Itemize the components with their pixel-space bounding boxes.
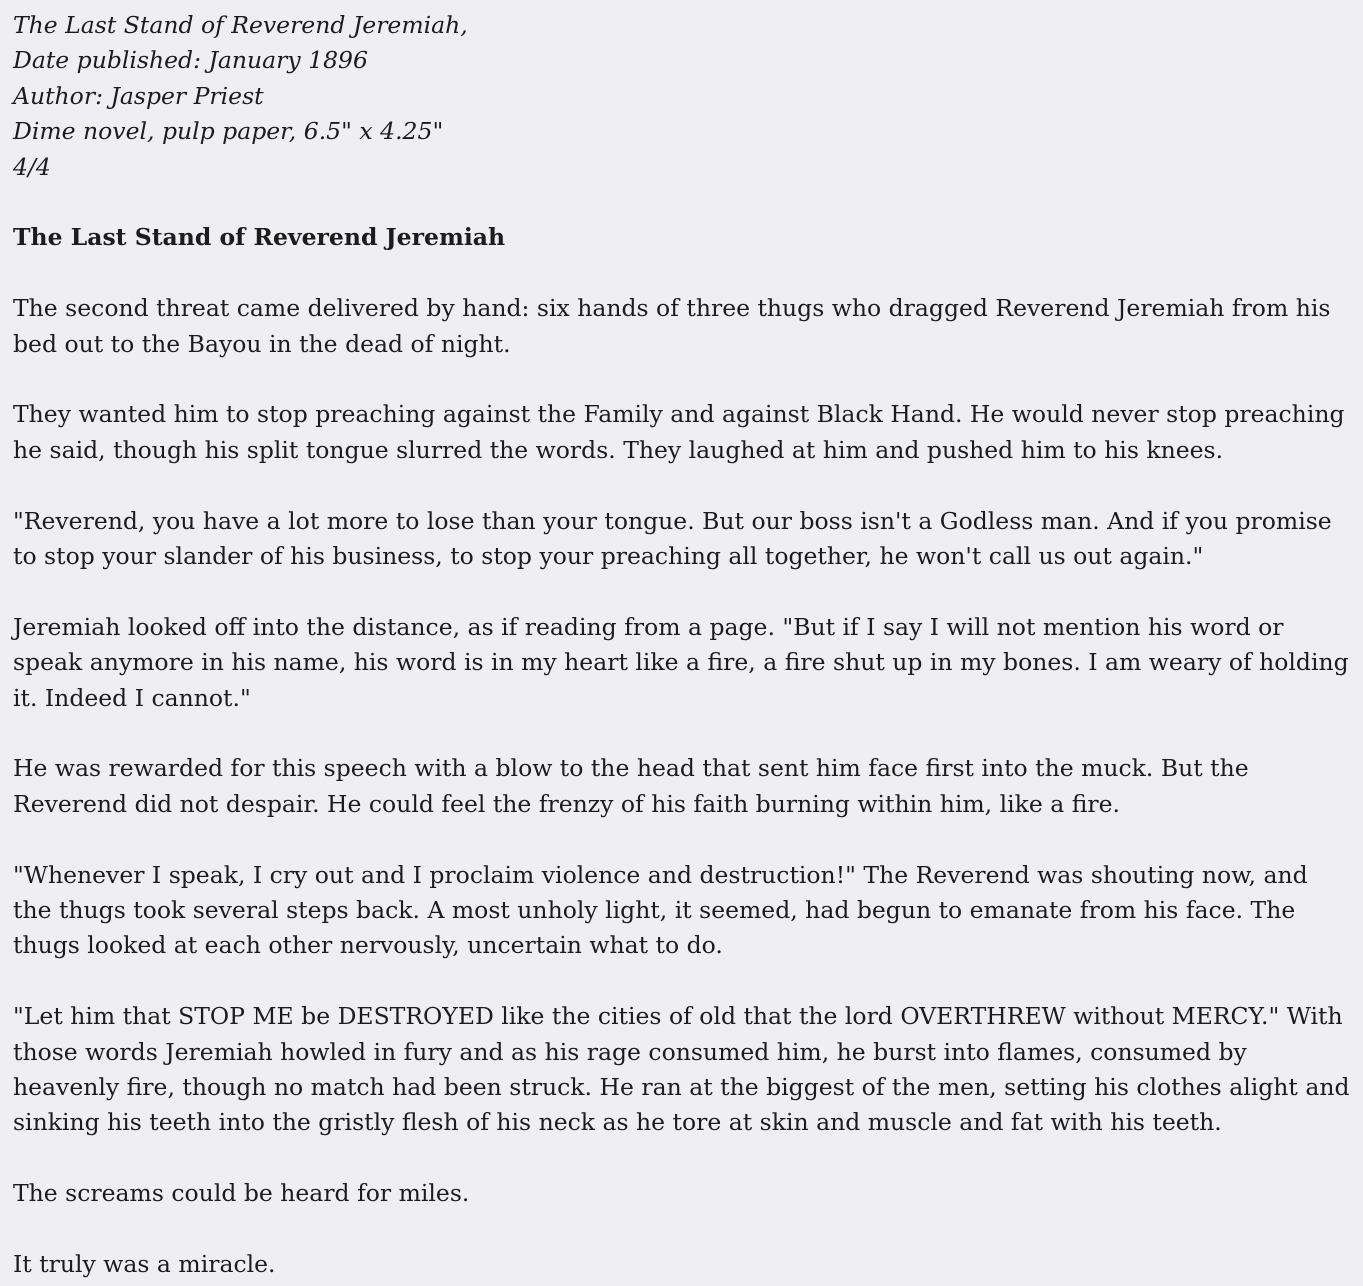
meta-author-line: Author: Jasper Priest bbox=[13, 81, 264, 110]
meta-page-line: 4/4 bbox=[13, 152, 51, 181]
story-paragraph: He was rewarded for this speech with a blow to the head that sent him face first into the muck. But the Reverend did not despair. He could feel the frenzy of his faith burning within him, like a fire. bbox=[13, 754, 1249, 818]
meta-format-line: Dime novel, pulp paper, 6.5" x 4.25" bbox=[13, 117, 444, 146]
story-paragraph: They wanted him to stop preaching against the Family and against Black Hand. He would never stop preaching he said, though his split tongue slurred the words. They laughed at him and pushed him to his knees. bbox=[13, 400, 1345, 464]
meta-date-line: Date published: January 1896 bbox=[13, 46, 368, 75]
story-paragraph: "Let him that STOP ME be DESTROYED like the cities of old that the lord OVERTHREW without MERCY." With those words Jeremiah howled in fury and as his rage consumed him, he burst into flames, consumed by heavenly fire, though no match had been struck. He ran at the biggest of the men, setting his clothes alight and sinking his teeth into the gristly flesh of his neck as he tore at skin and muscle and fat with his teeth. bbox=[13, 1002, 1350, 1137]
story-body bbox=[13, 291, 1350, 1282]
story-title: The Last Stand of Reverend Jeremiah bbox=[13, 223, 506, 252]
story-paragraph: "Whenever I speak, I cry out and I proclaim violence and destruction!" The Reverend was shouting now, and the thugs took several steps back. A most unholy light, it seemed, had begun to emanate from his face. The thugs looked at each other nervously, uncertain what to do. bbox=[13, 860, 1308, 960]
story-paragraph: "Reverend, you have a lot more to lose than your tongue. But our boss isn't a Godless man. And if you promise to stop your slander of his business, to stop your preaching all together, he won't call us out again." bbox=[13, 506, 1332, 571]
story-paragraph: It truly was a miracle. bbox=[13, 1250, 276, 1279]
document-metadata bbox=[13, 8, 1350, 185]
meta-title-line: The Last Stand of Reverend Jeremiah, bbox=[13, 11, 468, 39]
story-paragraph: Jeremiah looked off into the distance, as if reading from a page. "But if I say I will not mention his word or speak anymore in his name, his word is in my heart like a fire, a fire shut up in my bones. I am weary of holding it. Indeed I cannot." bbox=[13, 612, 1349, 712]
story-paragraph: The second threat came delivered by hand: six hands of three thugs who dragged Reverend Jeremiah from his bed out to the Bayou in the dead of night. bbox=[13, 294, 1331, 358]
story-paragraph: The screams could be heard for miles. bbox=[13, 1179, 470, 1208]
